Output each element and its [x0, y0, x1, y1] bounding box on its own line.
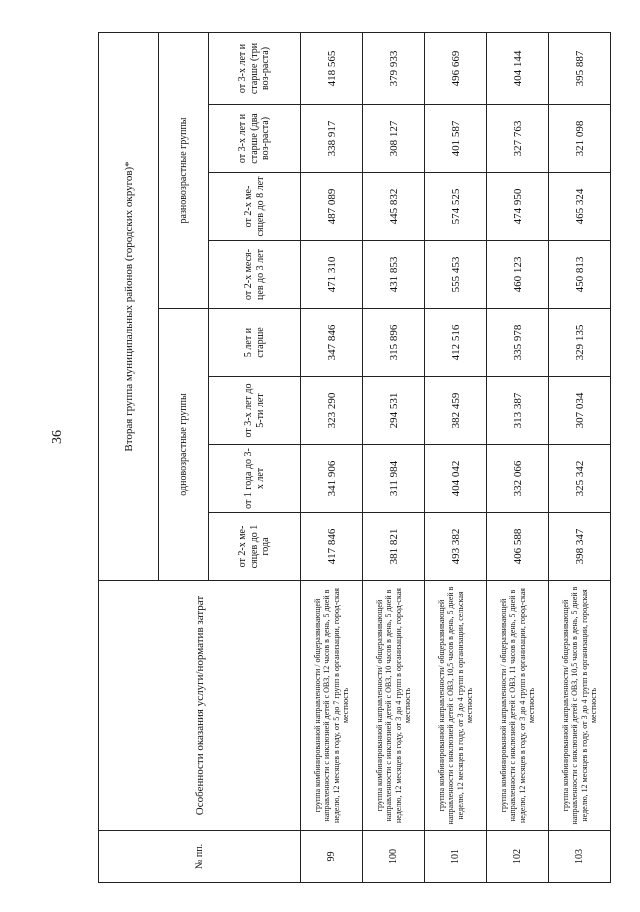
row-number: 99 — [301, 831, 363, 883]
cost-value: 307 034 — [549, 377, 611, 445]
cost-value: 294 531 — [363, 377, 425, 445]
cost-value: 412 516 — [425, 309, 487, 377]
cost-value: 332 066 — [487, 445, 549, 513]
rotated-table-container — [98, 33, 610, 883]
cost-value: 431 853 — [363, 241, 425, 309]
single-age-groups-header: одновозрастные группы — [159, 309, 209, 581]
cost-value: 474 950 — [487, 173, 549, 241]
age-column-header: от 1 года до 3-х лет — [209, 445, 301, 513]
age-column-header: от 2-х меся-цев до 3 лет — [209, 241, 301, 309]
cost-value: 450 813 — [549, 241, 611, 309]
page-number: 36 — [50, 430, 65, 444]
cost-value: 381 821 — [363, 513, 425, 581]
cost-value: 404 042 — [425, 445, 487, 513]
cost-value: 417 846 — [301, 513, 363, 581]
age-column-header: от 3-х лет до 5-ти лет — [209, 377, 301, 445]
cost-value: 311 984 — [363, 445, 425, 513]
row-description: группа комбинированной направленности/ общеразвивающей направленности с инклюзией детей с ОВЗ, 10 часов в день, 5 дней в неделю, 12 месяцев в году, от 3 до 4 групп в организации, город-ская местность — [363, 581, 425, 831]
cost-value: 382 459 — [425, 377, 487, 445]
row-description: группа комбинированной направленности/ общеразвивающей направленности с инклюзией детей с ОВЗ, 10,5 часов в день, 5 дней в неделю, 12 месяцев в году, от 3 до 4 групп в организации, сельская местность — [425, 581, 487, 831]
cost-value: 327 763 — [487, 105, 549, 173]
age-column-header: от 3-х лет и старше (два воз-раста) — [209, 105, 301, 173]
row-description: группа комбинированной направленности / общеразвивающей направленности с инклюзией детей с ОВЗ, 11 часов в день, 5 дней в неделю, 12 месяцев в году, от 3 до 4 групп в организации, город-ская местность — [487, 581, 549, 831]
num-column-header: № пп. — [99, 831, 301, 883]
district-group-header: Вторая группа муниципальных районов (городских округов)* — [99, 32, 159, 580]
cost-value: 445 832 — [363, 173, 425, 241]
cost-value: 487 089 — [301, 173, 363, 241]
table-row — [549, 32, 611, 882]
table-row — [363, 32, 425, 882]
cost-value: 329 135 — [549, 309, 611, 377]
cost-value: 406 588 — [487, 513, 549, 581]
cost-value: 465 324 — [549, 173, 611, 241]
cost-value: 404 144 — [487, 32, 549, 104]
table-row — [425, 32, 487, 882]
cost-value: 321 098 — [549, 105, 611, 173]
cost-value: 347 846 — [301, 309, 363, 377]
table-row — [301, 32, 363, 882]
row-number: 103 — [549, 831, 611, 883]
cost-value: 341 906 — [301, 445, 363, 513]
cost-value: 574 525 — [425, 173, 487, 241]
mixed-age-groups-header: разновозрастные группы — [159, 32, 209, 308]
cost-value: 308 127 — [363, 105, 425, 173]
row-number: 102 — [487, 831, 549, 883]
age-column-header: 5 лет и старше — [209, 309, 301, 377]
cost-value: 395 887 — [549, 32, 611, 104]
cost-value: 555 453 — [425, 241, 487, 309]
cost-value: 315 896 — [363, 309, 425, 377]
row-number: 101 — [425, 831, 487, 883]
cost-value: 460 123 — [487, 241, 549, 309]
cost-value: 335 978 — [487, 309, 549, 377]
row-description: группа комбинированной направленности/ общеразвивающей направленности с инклюзией детей с ОВЗ, 10,5 часов в день, 5 дней в неделю, 12 месяцев в году, от 3 до 4 групп в организации, городская местность — [549, 581, 611, 831]
cost-value: 401 587 — [425, 105, 487, 173]
row-number: 100 — [363, 831, 425, 883]
row-description: группа комбинированной направленности / общеразвивающей направленности с инклюзией детей с ОВЗ, 12 часов в день, 5 дней в неделю, 12 месяцев в году, от 5 до 7 групп в организации, город-ская местность — [301, 581, 363, 831]
cost-value: 398 347 — [549, 513, 611, 581]
cost-value: 325 342 — [549, 445, 611, 513]
table-row — [487, 32, 549, 882]
cost-value: 323 290 — [301, 377, 363, 445]
cost-value: 493 382 — [425, 513, 487, 581]
age-column-header: от 2-х ме-сяцев до 8 лет — [209, 173, 301, 241]
tariff-table — [98, 32, 611, 883]
cost-value: 313 387 — [487, 377, 549, 445]
cost-value: 379 933 — [363, 32, 425, 104]
age-column-header: от 3-х лет и старше (три воз-раста) — [209, 32, 301, 104]
age-column-header: от 2-х ме-сяцев до 1 года — [209, 513, 301, 581]
feature-column-header: Особенности оказания услуги/норматив затрат — [99, 581, 301, 831]
cost-value: 338 917 — [301, 105, 363, 173]
cost-value: 471 310 — [301, 241, 363, 309]
cost-value: 496 669 — [425, 32, 487, 104]
cost-value: 418 565 — [301, 32, 363, 104]
